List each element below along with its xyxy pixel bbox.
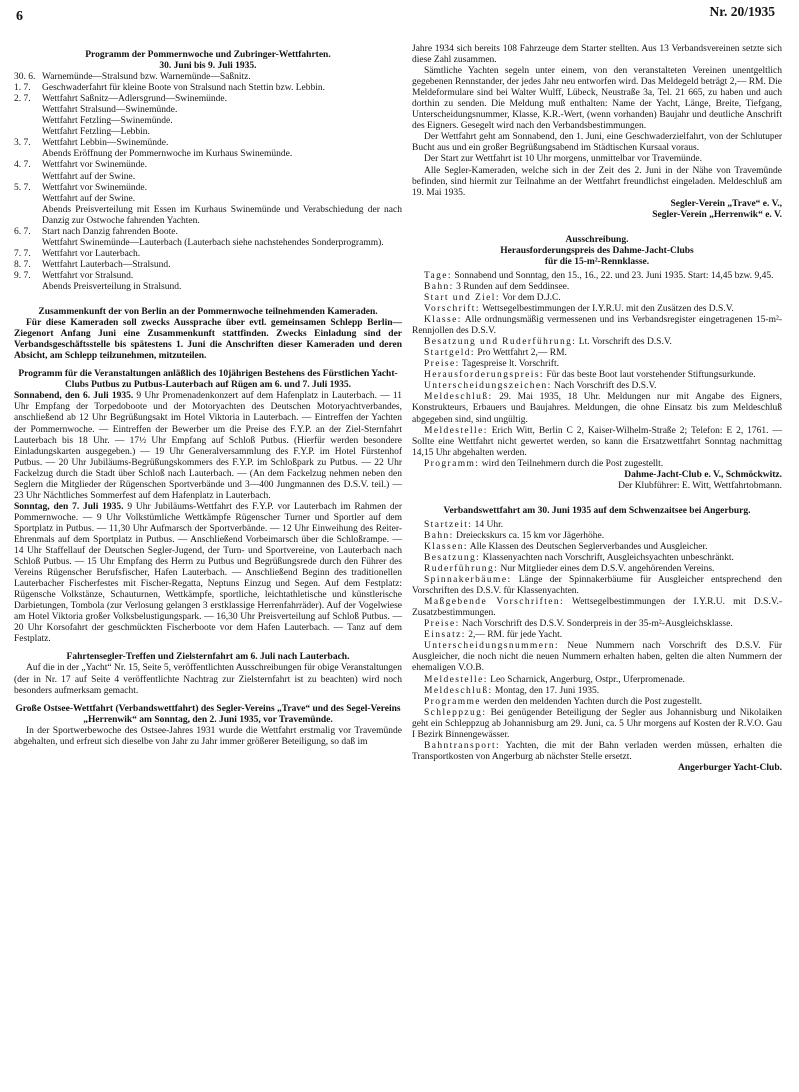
dahme-signature: Dahme-Jacht-Club e. V., Schmöckwitz. [624, 469, 782, 480]
item-value: Dreieckskurs ca. 15 km vor Jägerhöhe. [453, 530, 605, 541]
schedule-date: 1. 7. [14, 83, 31, 94]
schedule-row [14, 271, 402, 282]
schedule-event: Start nach Danzig fahrenden Boote. [42, 226, 178, 237]
item-value: 2,— RM. für jede Yacht. [465, 630, 563, 641]
schedule-date [14, 149, 42, 160]
schedule-row [14, 183, 402, 194]
listing-item [412, 381, 782, 392]
item-key: Bahn: [424, 281, 454, 292]
schedule-row [14, 149, 402, 160]
schedule-row [14, 227, 402, 238]
ostsee-paragraph-2: Sämtliche Yachten segeln unter einem, von den veranstalteten Vereinen unentgeltlich gegebenen Rennstander, der jedes Jahr neu entworfen wird. Das Meldegeld beträgt 2,— RM. Die Meldeformulare sind bei Walter Wulff, Lübeck, Neustraße 3a, Tel. 21 665, zu haben und auch dorthin zu senden. Die Meldung muß enthalten: Name der Yacht, Länge, Breite, Tiefgang, Unterscheidungsnummer, Klasse, K.R.-Wert, (wenn vorhanden) Baujahr und deutliche Anschrift des Eigners. Gesegelt wird nach den Verbandsbestimmungen. [412, 66, 782, 132]
schedule-event: Wettfahrt Fetzling—Swinemünde. [42, 116, 173, 127]
schedule-event: Wettfahrt Lauterbach—Stralsund. [42, 259, 171, 270]
listing-item [412, 426, 782, 459]
listing-item [412, 697, 782, 708]
schedule-event: Wettfahrt auf der Swine. [42, 171, 136, 182]
angerburg-items [412, 520, 782, 763]
schedule-date: 4. 7. [14, 160, 31, 171]
item-key: Tage: [424, 270, 452, 281]
listing-item [412, 271, 782, 282]
schedule-date [14, 282, 42, 293]
item-key: Meldeschluß: [424, 685, 493, 696]
page-number: 6 [16, 9, 23, 24]
listing-item [412, 597, 782, 619]
schedule-date [14, 194, 42, 205]
schedule-row [14, 127, 402, 138]
listing-item [412, 520, 782, 531]
ostsee-text: In der Sportwerbewoche des Ostsee-Jahres 1931 wurde die Wettfahrt erstmalig vor Travemünde abgehalten, und erfreut sich dieselbe von Jahr zu Jahr immer größerer Beteiligung, so daß im [14, 725, 402, 747]
listing-item [412, 641, 782, 674]
item-value: Wettsegelbestimmungen der I.Y.R.U. mit den Zusätzen des D.S.V. [479, 304, 734, 315]
issue-number: Nr. 20/1935 [709, 4, 775, 19]
item-value: Montag, den 17. Juni 1935. [492, 685, 600, 696]
schedule-date: 3. 7. [14, 138, 31, 149]
schedule-date [14, 116, 42, 127]
schedule-date [14, 205, 42, 227]
program-schedule [14, 72, 402, 293]
item-value: Pro Wettfahrt 2,— RM. [474, 348, 567, 359]
listing-item [412, 675, 782, 686]
item-key: Startzeit: [424, 519, 473, 530]
listing-item [412, 337, 782, 348]
listing-item [412, 348, 782, 359]
item-value: Nur Mitglieder eines dem D.S.V. angehörenden Vereins. [498, 564, 715, 575]
klubfuehrer-signature: Der Klubführer: E. Witt, Wettfahrtobmann. [618, 480, 782, 491]
schedule-row [14, 83, 402, 94]
item-value: Neue Nummern nach Vorschrift des D.S.V. Für Ausgleicher, die noch nicht die neuen Nummern erhalten haben, gelten die alten Nummern der ehemaligen V.O.B. [412, 641, 782, 674]
item-key: Klasse: [424, 315, 462, 326]
schedule-date: 30. 6. [14, 72, 36, 83]
item-key: Bahn: [424, 530, 454, 541]
item-key: Spinnakerbäume: [424, 575, 512, 586]
listing-item [412, 459, 782, 470]
listing-item [412, 686, 782, 697]
listing-item [412, 359, 782, 370]
schedule-row [14, 105, 402, 116]
item-key: Besatzung: [424, 553, 481, 564]
item-value: 3 Runden auf dem Seddinsee. [453, 281, 570, 292]
schedule-event: Abends Preisverteilung in Stralsund. [42, 281, 182, 292]
listing-item [412, 531, 782, 542]
right-column [412, 44, 782, 774]
ostsee-title: Große Ostsee-Wettfahrt (Verbandswettfahrt) des Segler-Vereins „Trave“ und des Segel-Vereins „Herrenwik“ am Sonntag, den 2. Juni 1935, vor Travemünde. [15, 703, 401, 725]
schedule-date: 7. 7. [14, 248, 31, 259]
schedule-date: 9. 7. [14, 270, 31, 281]
ostsee-paragraph-3: Der Wettfahrt geht am Sonnabend, den 1. Juni, eine Geschwaderzielfahrt, von der Schlutuper Bucht aus und ein großer Begrüßungsabend im Städtischen Kursaal voraus. [412, 132, 782, 154]
schedule-row [14, 260, 402, 271]
item-value: Leo Scharnick, Angerburg, Ostpr., Uferpromenade. [487, 674, 685, 685]
program-dates: 30. Juni bis 9. Juli 1935. [159, 61, 257, 72]
fahrtensegler-title: Fahrtensegler-Treffen und Zielsternfahrt am 6. Juli nach Lauterbach. [66, 652, 350, 663]
angerburg-title: Verbandswettfahrt am 30. Juni 1935 auf dem Schwenzaitsee bei Angerburg. [443, 505, 751, 516]
schedule-event: Wettfahrt Fetzling—Lebbin. [42, 127, 150, 138]
schedule-event: Wettfahrt Stralsund—Swinemünde. [42, 105, 178, 116]
item-key: Einsatz: [424, 630, 466, 641]
schedule-date: 2. 7. [14, 94, 31, 105]
schedule-event: Warnemünde—Stralsund bzw. Warnemünde—Saßnitz. [42, 72, 251, 83]
listing-item [412, 370, 782, 381]
putbus-sunday [14, 502, 402, 646]
item-key: Ruderführung: [424, 564, 499, 575]
schedule-row [14, 72, 402, 83]
schedule-date [14, 238, 42, 249]
schedule-event: Wettfahrt auf der Swine. [42, 193, 136, 204]
ostsee-continuation: Jahre 1934 sich bereits 108 Fahrzeuge dem Starter stellten. Aus 13 Verbandsvereinen setzte sich diese Zahl zusammen. [412, 44, 782, 66]
sunday-text: 9 Uhr Jubiläums-Wettfahrt des F.Y.P. vor Lauterbach im Rahmen der Pommernwoche. — 9 Uhr Volkstümliche Wettkämpfe Rügenscher Turner und Sportler auf dem Sportplatz in Putbus. — 11,30 Uhr Aufmarsch der Sportverbände. — 12 Uhr Einweihung des Reiter-Ehrenmals auf dem Sportplatz in Putbus. — Anschließend Vorbeimarsch über die Schloßrampe. — 14 Uhr Staffellauf der Deutschen Segler-Jugend, der Turn- und Sportvereine, von Lauterbach nach Schloß Putbus. — 15 Uhr Empfang des Herrn zu Putbus und Begrüßungsrede durch den Führer des Vereins Rügenscher Berufsfischer, Hafen Lauterbach. — Anschließend Beginn des traditionellen Lauterbacher Fischerfestes mit Fischer-Regatta, Neptuns Einzug und Segen. Auf dem Festplatz: Rügensche Volkstänze, Schauturnen, Wettkämpfe, sportliche, leichtathletische und künstlerische Darbietungen, Tombola (zur Verlosung gelangen 3 erstklassige Herrenfahrräder). Auf der Vogelwiese am Hotel Viktoria großer Volksbelustigungspark. — 16,30 Uhr Preisverteilung auf Schloß Putbus. — 20 Uhr Korsofahrt der geschmückten Fischerboote vor dem Hafen Lauterbach. — Tanz auf dem Festplatz. [14, 501, 402, 645]
item-key: Vorschrift: [424, 304, 480, 315]
schedule-row [14, 249, 402, 260]
item-key: Startgeld: [424, 348, 475, 359]
item-value: Erich Witt, Berlin C 2, Kaiser-Wilhelm-Straße 2; Telefon: E 2, 1761. — Sollte eine Wettfahrt nicht gewertet werden, so kann die Ersatzwettfahrt Sonntag nachmittag 14,15 Uhr abgehalten werden. [412, 425, 782, 458]
listing-item [412, 293, 782, 304]
schedule-row [14, 116, 402, 127]
item-key: Meldestelle: [424, 425, 488, 436]
item-key: Programme [424, 696, 481, 707]
schedule-date: 8. 7. [14, 259, 31, 270]
schedule-row [14, 172, 402, 183]
saturday-heading: Sonnabend, den 6. Juli 1935. [14, 391, 134, 402]
listing-item [412, 741, 782, 763]
item-key: Preise: [424, 619, 460, 630]
item-value: Lt. Vorschrift des D.S.V. [576, 337, 672, 348]
item-key: Schleppzug: [424, 707, 487, 718]
listing-item [412, 315, 782, 337]
item-value: Nach Vorschrift des D.S.V. [551, 381, 657, 392]
schedule-event: Wettfahrt vor Lauterbach. [42, 248, 141, 259]
schedule-event: Wettfahrt Saßnitz—Adlersgrund—Swinemünde. [42, 94, 227, 105]
item-value: Sonnabend und Sonntag, den 15., 16., 22. und 23. Juni 1935. Start: 14,45 bzw. 9,45. [451, 270, 774, 281]
signature-herrenwik: Segler-Verein „Herrenwik“ e. V. [652, 209, 782, 220]
fahrtensegler-text: Auf die in der „Yacht“ Nr. 15, Seite 5, veröffentlichten Ausschreibungen für obige Veranstaltungen (der in Nr. 17 auf Seite 4 veröffentlichte Nachtrag zur Zielsternfahrt ist zu beachten) wird noch besonders aufmerksam gemacht. [14, 663, 402, 696]
item-key: Programm: [424, 458, 480, 469]
saturday-text: 9 Uhr Promenadenkonzert auf dem Hafenplatz in Lauterbach. — 11 Uhr Empfang der Torpedoboote und der Motoryachten des Deutschen Motoryachtverbandes, anschließend ab 12 Uhr Begrüßungsakt im Hotel Viktoria in Lauterbach. — Eintreffen der Yachten der Pommernwoche. — Eintreffen der Bewerber um die Preise des F.Y.P. an der Ziel-Sternfahrt Lauterbach bis 18 Uhr. — 17½ Uhr Empfang auf Schloß Putbus. (Hierfür werden besondere Einladungskarten ausgegeben.) — 19 Uhr Generalversammlung des F.Y.P. im Hotel Fürstenhof Putbus. — 20 Uhr Jubiläums-Begrüßungskommers des F.Y.P. im Schloßpark zu Putbus. — 22 Uhr Fackelzug durch die Stadt über Schloß nach Lauterbach. — (An dem Fackelzug nehmen neben den Seglern die Mitglieder der Rügenschen Sportverbände und 3—400 Jungmannen des D.S.V. teil.) — 23 Uhr Nächtliches Sommerfest auf dem Hafenplatz in Lauterbach. [14, 391, 402, 501]
item-value: Tagespreise lt. Vorschrift. [459, 359, 559, 370]
item-key: Maßgebende Vorschriften: [424, 597, 565, 608]
ostsee-paragraph-5: Alle Segler-Kameraden, welche sich in der Zeit des 2. Juni in der Nähe von Travemünde befinden, sind hiermit zur Teilnahme an der Wettfahrt freundlichst eingeladen. Meldeschluß am 19. Mai 1935. [412, 165, 782, 198]
item-value: Alle Klassen des Deutschen Seglerverbandes und Ausgleicher. [467, 541, 708, 552]
listing-item [412, 708, 782, 741]
schedule-date: 6. 7. [14, 226, 31, 237]
schedule-event: Wettfahrt vor Stralsund. [42, 270, 134, 281]
ausschreibung-items [412, 271, 782, 470]
schedule-date [14, 172, 42, 183]
schedule-event: Abends Eröffnung der Pommernwoche im Kurhaus Swinemünde. [42, 149, 293, 160]
ausschreibung-title: Ausschreibung. [565, 234, 629, 245]
item-key: Unterscheidungszeichen: [424, 381, 552, 392]
item-value: Nach Vorschrift des D.S.V. Sonderpreis in der 35-m²-Ausgleichsklasse. [459, 619, 733, 630]
zusammenkunft-text: Für diese Kameraden soll zwecks Aussprache über evtl. gemeinsamen Schlepp Berlin—Ziegenort Anfang Juni eine Zusammenkunft stattfinden. Zwecks Einladung sind der Verbandsgeschäftsstelle bis spätestens 1. Juni die Anschriften dieser Kameraden und deren Absicht, am Schlepp teilzunehmen, mitzuteilen. [14, 318, 402, 362]
ostsee-paragraph-4: Der Start zur Wettfahrt ist 10 Uhr morgens, unmittelbar vor Travemünde. [424, 154, 703, 165]
listing-item [412, 282, 782, 293]
item-value: Vor dem D.J.C. [499, 292, 561, 303]
item-value: 14 Uhr. [472, 519, 504, 530]
item-value: Klassenyachten nach Vorschrift, Ausgleichsyachten unbeschränkt. [480, 553, 734, 564]
schedule-event: Wettfahrt Lebbin—Swinemünde. [42, 138, 169, 149]
item-value: Alle ordnungsmäßig vermessenen und ins Verbandsregister eingetragenen 15-m²-Rennjollen des D.S.V. [412, 315, 782, 337]
ausschreibung-subtitle: Herausforderungspreis des Dahme-Jacht-Clubs [500, 245, 694, 256]
putbus-title: Programm für die Veranstaltungen anläßlich des 10jährigen Bestehens des Fürstlichen Yacht-Clubs Putbus zu Putbus-Lauterbach auf Rügen am 6. und 7. Juli 1935. [18, 369, 398, 391]
item-value: Bei genügender Beteiligung der Segler aus Johannisburg und Nikolaiken geht ein Schleppzug ab Johannisburg am 29. Juni, ca. 5 Uhr morgens auf Kosten der R.V.O. Gau I Bezirk Binnengewässer. [412, 707, 782, 740]
item-value: 29. Mai 1935, 18 Uhr. Meldungen nur mit Angabe des Eigners, Konstrukteurs, Erbauers und Baujahres. Meldungen, die ohne Einsatz bis zum Meldeschluß abgegeben sind, sind ungültig. [412, 392, 782, 425]
schedule-row [14, 205, 402, 227]
schedule-event: Wettfahrt vor Swinemünde. [42, 160, 148, 171]
schedule-event: Wettfahrt Swinemünde—Lauterbach (Lauterbach siehe nachstehendes Sonderprogramm). [42, 237, 384, 248]
item-key: Meldestelle: [424, 674, 488, 685]
schedule-event: Geschwaderfahrt für kleine Boote von Stralsund nach Stettin bzw. Lebbin. [42, 83, 325, 94]
schedule-row [14, 138, 402, 149]
schedule-row [14, 160, 402, 171]
sunday-heading: Sonntag, den 7. Juli 1935. [14, 501, 124, 512]
item-key: Start und Ziel: [424, 292, 500, 303]
left-column [14, 50, 402, 748]
item-key: Herausforderungspreis: [424, 370, 544, 381]
schedule-date [14, 105, 42, 116]
item-value: Wettsegelbestimmungen der I.Y.R.U. mit D.S.V.-Zusatzbestimmungen. [412, 597, 782, 619]
item-key: Bahntransport: [424, 740, 501, 751]
schedule-row [14, 94, 402, 105]
listing-item [412, 392, 782, 425]
item-value: wird den Teilnehmern durch die Post zugestellt. [479, 458, 664, 469]
item-key: Unterscheidungsnummern: [424, 641, 560, 652]
signature-trave: Segler-Verein „Trave“ e. V., [670, 198, 782, 209]
schedule-row [14, 282, 402, 293]
angerburg-signature: Angerburger Yacht-Club. [678, 762, 782, 773]
listing-item [412, 553, 782, 564]
schedule-event: Abends Preisverteilung mit Essen im Kurhaus Swinemünde und Verabschiedung der nach Danzig zur Ostwoche fahrenden Yachten. [42, 204, 402, 226]
listing-item [412, 542, 782, 553]
listing-item [412, 630, 782, 641]
item-key: Preise: [424, 359, 460, 370]
listing-item [412, 564, 782, 575]
item-value: Länge der Spinnakerbäume für Ausgleicher entsprechend den Vorschriften des D.S.V. für Klassenyachten. [412, 575, 782, 597]
schedule-date: 5. 7. [14, 182, 31, 193]
ausschreibung-class: für die 15-m²-Rennklasse. [544, 256, 650, 267]
zusammenkunft-title: Zusammenkunft der von Berlin an der Pommernwoche teilnehmenden Kameraden. [38, 307, 378, 318]
item-value: Für das beste Boot laut vorstehender Stiftungsurkunde. [543, 370, 756, 381]
item-key: Meldeschluß: [424, 392, 493, 403]
schedule-date [14, 127, 42, 138]
schedule-row [14, 194, 402, 205]
listing-item [412, 575, 782, 597]
item-key: Klassen: [424, 541, 468, 552]
putbus-saturday [14, 391, 402, 501]
schedule-row [14, 238, 402, 249]
listing-item [412, 304, 782, 315]
program-title: Programm der Pommernwoche und Zubringer-Wettfahrten. [85, 50, 331, 60]
listing-item [412, 619, 782, 630]
schedule-event: Wettfahrt vor Swinemünde. [42, 182, 148, 193]
item-value: Yachten, die mit der Bahn verladen werden müssen, erhalten die Transportkosten von Angerburg ab nächster Stelle ersetzt. [412, 740, 782, 762]
item-key: Besatzung und Ruderführung: [424, 337, 577, 348]
item-value: werden den meldenden Yachten durch die Post zugestellt. [480, 696, 703, 707]
